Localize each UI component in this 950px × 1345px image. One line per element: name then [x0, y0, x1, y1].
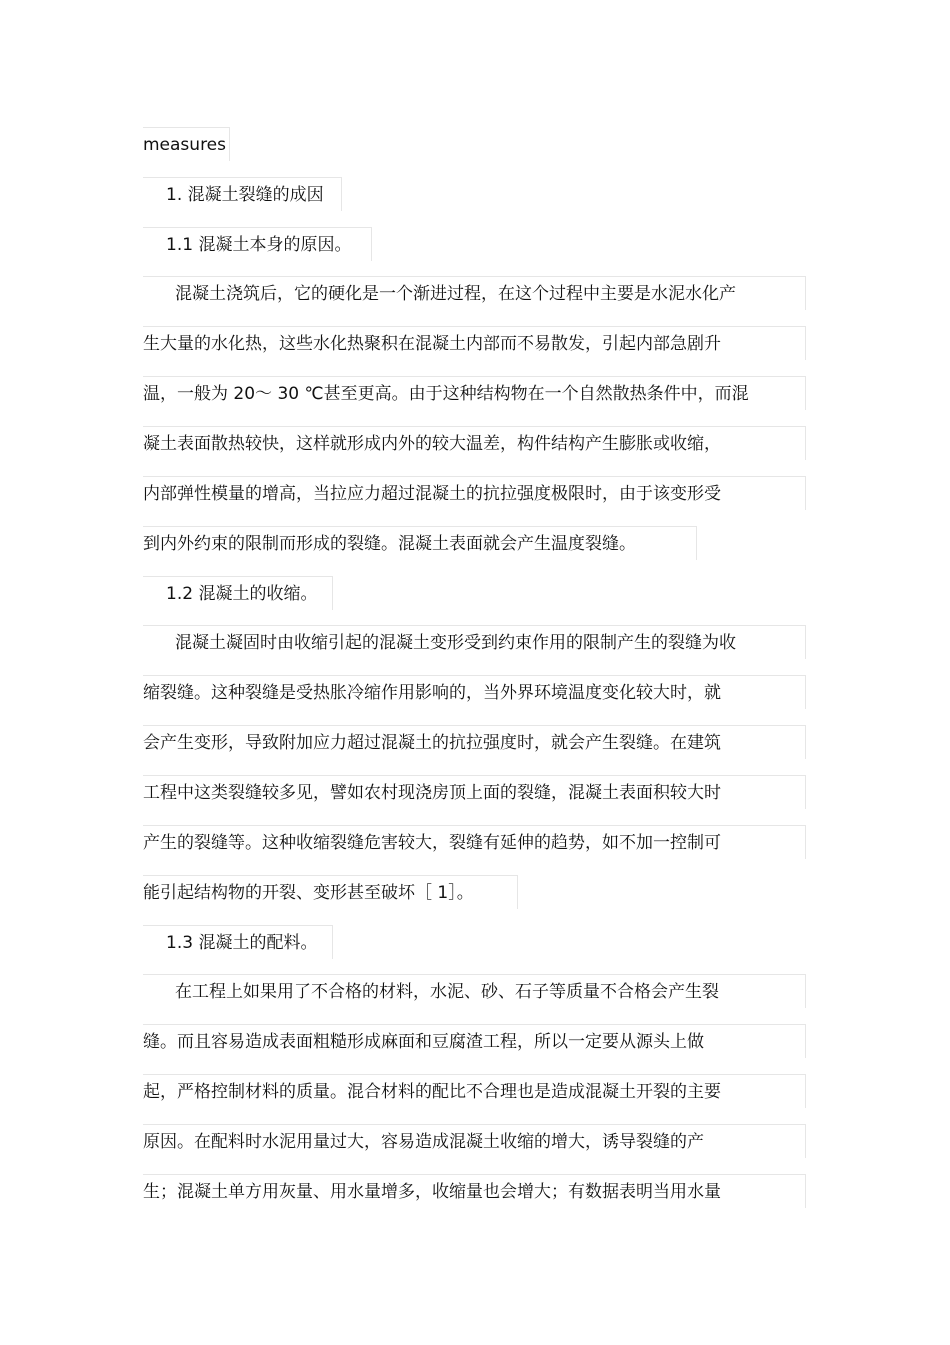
paragraph-line-with-citation: 能引起结构物的开裂、变形甚至破坏［ 1］。: [143, 875, 518, 909]
text-line-measures: measures: [143, 127, 230, 161]
subsection-heading-1-2: 1.2 混凝土的收缩。: [143, 576, 333, 610]
paragraph-line: 会产生变形，导致附加应力超过混凝土的抗拉强度时，就会产生裂缝。在建筑: [143, 725, 806, 759]
paragraph-line: 混凝土凝固时由收缩引起的混凝土变形受到约束作用的限制产生的裂缝为收: [143, 625, 806, 659]
paragraph-line: 混凝土浇筑后，它的硬化是一个渐进过程，在这个过程中主要是水泥水化产: [143, 276, 806, 310]
section-heading-1: 1. 混凝土裂缝的成因: [143, 177, 342, 211]
paragraph-line: 温，一般为 20～ 30 ℃甚至更高。由于这种结构物在一个自然散热条件中，而混: [143, 376, 806, 410]
paragraph-line: 缝。而且容易造成表面粗糙形成麻面和豆腐渣工程，所以一定要从源头上做: [143, 1024, 806, 1058]
subsection-heading-1-1: 1.1 混凝土本身的原因。: [143, 227, 372, 261]
paragraph-line: 原因。在配料时水泥用量过大，容易造成混凝土收缩的增大，诱导裂缝的产: [143, 1124, 806, 1158]
paragraph-line: 凝土表面散热较快，这样就形成内外的较大温差，构件结构产生膨胀或收缩，: [143, 426, 806, 460]
paragraph-line: 内部弹性模量的增高，当拉应力超过混凝土的抗拉强度极限时，由于该变形受: [143, 476, 806, 510]
paragraph-line: 产生的裂缝等。这种收缩裂缝危害较大，裂缝有延伸的趋势，如不加一控制可: [143, 825, 806, 859]
paragraph-line: 缩裂缝。这种裂缝是受热胀冷缩作用影响的，当外界环境温度变化较大时，就: [143, 675, 806, 709]
paragraph-line: 到内外约束的限制而形成的裂缝。混凝土表面就会产生温度裂缝。: [143, 526, 697, 560]
subsection-heading-1-3: 1.3 混凝土的配料。: [143, 925, 333, 959]
paragraph-line: 工程中这类裂缝较多见，譬如农村现浇房顶上面的裂缝，混凝土表面积较大时: [143, 775, 806, 809]
paragraph-line: 生大量的水化热，这些水化热聚积在混凝土内部而不易散发，引起内部急剧升: [143, 326, 806, 360]
paragraph-line: 在工程上如果用了不合格的材料，水泥、砂、石子等质量不合格会产生裂: [143, 974, 806, 1008]
paragraph-line: 起，严格控制材料的质量。混合材料的配比不合理也是造成混凝土开裂的主要: [143, 1074, 806, 1108]
paragraph-line: 生；混凝土单方用灰量、用水量增多，收缩量也会增大；有数据表明当用水量: [143, 1174, 806, 1208]
